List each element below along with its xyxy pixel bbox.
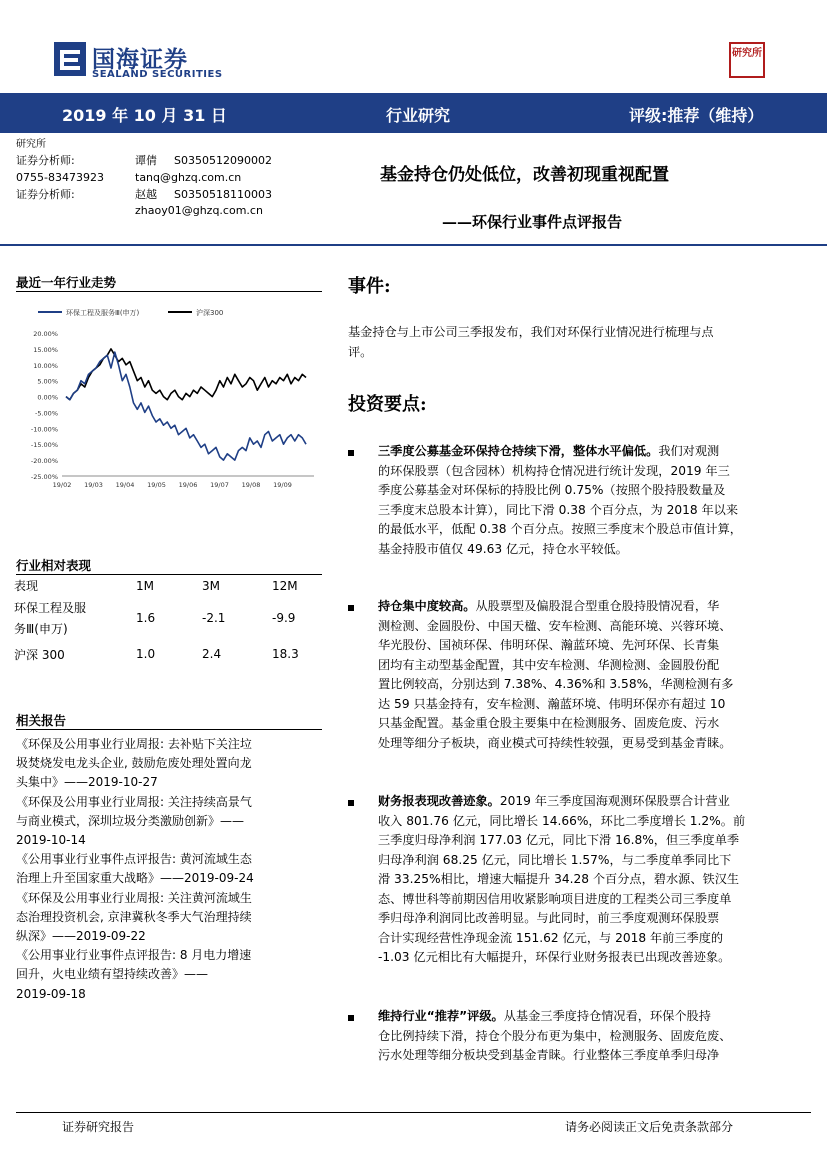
point-line: 团均有主动型基金配置，其中安车检测、华测检测、金圆股份配 [378,657,720,672]
logo-text-cn: 国海证券 [92,47,188,73]
report-title: 基金持仓仍处低位，改善初现重视配置 [380,165,669,185]
point-line: 测检测、金圆股份、中国天楹、安车检测、高能环境、兴蓉环境、 [378,618,732,633]
point-lead: 财务报表现改善迹象。 [378,794,500,808]
row-name-line: 务Ⅲ(申万) [14,622,68,636]
col-header: 3M [202,578,220,593]
header-divider [0,244,827,246]
analyst1-label: 证券分析师: [16,154,75,167]
point-line: 达 59 只基金持有，安车检测、瀚蓝环境、伟明环保亦有超过 10 [378,696,726,711]
point-line: 处理等细分子板块，商业模式可持续性较强，更易受到基金青睐。 [378,735,732,750]
related-report-line[interactable]: 《环保及公用事业行业周报: 关注黄河流域生 [16,890,252,905]
point-first-line [378,442,793,462]
institute-stamp [729,42,765,78]
col-header: 表现 [14,579,39,593]
point-line: 三季度归母净利润 177.03 亿元，同比下滑 16.8%，但三季度单季 [378,833,740,847]
cell-12m: 18.3 [272,647,299,661]
x-tick-label: 19/05 [147,481,166,489]
point-line: 滑 33.25%相比，增速大幅提升 34.28 个百分点，碧水源、铁汉生 [378,872,740,886]
point-line: 合计实现经营性净现金流 151.62 亿元，与 2018 年前三季度的 [378,930,724,945]
related-report-line[interactable]: 《环保及公用事业行业周报: 关注持续高景气 [16,794,252,809]
performance-rule [16,574,322,575]
col-header: 12M [272,578,298,593]
event-line: 评。 [348,344,373,359]
point-line: 态、博世科等前期因信用收紧影响项目进度的工程类公司三季度单 [378,891,732,906]
analyst2-email[interactable]: zhaoy01@ghzq.com.cn [135,204,263,217]
analyst2-name: 赵越 [135,188,157,201]
point-lead: 三季度公募基金环保持仓持续下滑，整体水平偏低。 [378,444,659,458]
performance-heading: 行业相对表现 [16,558,92,573]
analyst2-cert: S0350518110003 [174,188,272,201]
related-report-line[interactable]: 圾焚烧发电龙头企业, 鼓励危废处理处置向龙 [16,756,252,771]
point-line: -1.03 亿元相比有大幅提升，环保行业财务报表已出现改善迹象。 [378,950,731,964]
y-tick-label: -5.00% [35,409,58,418]
point-line: 置比例较高，分别达到 7.38%、4.36%和 3.58%，华测检测有多 [378,677,734,691]
logo [54,42,86,76]
row-name-line: 环保工程及服 [14,601,87,615]
x-tick-label: 19/09 [273,481,292,489]
report-rating: 评级:推荐（维持） [629,106,764,125]
point-lead: 维持行业“推荐”评级。 [378,1009,504,1023]
trend-heading: 最近一年行业走势 [16,275,117,290]
point-1 [378,442,793,559]
y-tick-label: 20.00% [33,330,58,338]
related-report-line[interactable]: 与商业模式，深圳垃圾分类激励创新》—— [16,813,245,828]
point-lead: 持仓集中度较高。 [378,599,476,613]
trend-chart [16,300,322,500]
related-report-line[interactable]: 纵深》——2019-09-22 [16,929,146,944]
row-name [14,595,136,640]
event-text [348,323,798,362]
cell-1m: 1.6 [136,610,156,625]
x-tick-label: 19/03 [84,481,103,489]
legend-label: 环保工程及服务Ⅲ(申万) [66,309,140,317]
row-name: 沪深 300 [14,647,65,662]
bullet-icon [348,800,354,806]
bullet-icon [348,605,354,611]
point-line: 基金持股市值仅 49.63 亿元，持仓水平较低。 [378,541,628,556]
x-tick-label: 19/04 [115,481,135,489]
point-3 [378,792,793,968]
related-report-line[interactable]: 2019-10-14 [16,833,86,848]
cell-1m: 1.0 [136,647,156,661]
related-report-line[interactable]: 《公用事业行业事件点评报告: 8 月电力增速 [16,948,252,963]
point-line: 收入 801.76 亿元，同比增长 14.66%，环比二季度增长 1.2%。前 [378,813,746,828]
point-line: 的最低水平，低配 0.38 个百分点。按照三季度末个股总市值计算， [378,522,742,536]
analyst-info [16,137,316,221]
analyst1-phone: 0755-83473923 [16,171,104,184]
report-category: 行业研究 [386,106,451,125]
performance-table [14,576,322,668]
logo-text-en: SEALAND SECURITIES [92,69,223,80]
point-line: 污水处理等细分板块受到基金青睐。行业整体三季度单季归母净 [378,1048,720,1062]
dept-label: 研究所 [16,139,46,150]
y-tick-label: 10.00% [33,361,58,370]
cell-12m: -9.9 [272,610,296,625]
bullet-icon [348,450,354,456]
related-report-line[interactable]: 回升，火电业绩有望持续改善》—— [16,967,209,982]
table-header-row [14,576,322,595]
analyst1-email[interactable]: tanq@ghzq.com.cn [135,171,242,184]
point-line: 季度公募基金对环保标的持股比例 0.75%（按照个股持股数量及 [378,483,726,497]
logo-mark-icon [54,42,86,76]
y-tick-label: -20.00% [30,457,58,466]
points-heading: 投资要点: [348,394,427,415]
x-tick-label: 19/08 [241,481,261,489]
related-report-line[interactable]: 态治理投资机会, 京津冀秋冬季大气治理持续 [16,909,252,924]
series-line [66,349,306,400]
point-first-line [378,597,793,617]
related-report-line[interactable]: 头集中》——2019-10-27 [16,775,158,790]
point-first-line [378,1007,793,1027]
related-report-line[interactable]: 《公用事业行业事件点评报告: 黄河流域生态 [16,852,252,867]
series-line [66,352,306,460]
point-line: 仓比例持续下滑，持仓个股分布更为集中，检测服务、固废危废、 [378,1028,732,1043]
point-4 [378,1007,793,1066]
y-tick-label: 15.00% [33,345,58,354]
analyst1-cert: S0350512090002 [174,154,272,167]
event-line: 基金持仓与上市公司三季报发布，我们对环保行业情况进行梳理与点 [348,325,714,339]
analyst2-label: 证券分析师: [16,188,75,201]
cell-3m: -2.1 [202,610,226,625]
footer-left: 证券研究报告 [62,1120,135,1134]
point-first-text: 从股票型及偏股混合型重仓股持股情况看，华 [475,599,720,613]
report-subtitle: ——环保行业事件点评报告 [442,213,623,231]
event-heading: 事件: [348,276,391,297]
footer-rule [16,1112,811,1113]
trend-rule [16,291,322,292]
point-line: 三季度末总股本计算），同比下滑 0.38 个百分点，为 2018 年以来 [378,502,739,517]
point-first-text: 2019 年三季度国海观测环保股票合计营业 [499,794,730,808]
related-reports [16,735,326,1004]
header-bar [0,93,827,133]
y-tick-label: 0.00% [37,393,58,402]
stamp-text: 研究所 [732,48,762,59]
related-report-line[interactable]: 2019-09-18 [16,986,86,1001]
point-line: 华光股份、国祯环保、伟明环保、瀚蓝环境、先河环保、长青集 [378,638,720,652]
table-row [14,595,322,640]
point-first-text: 从基金三季度持仓情况看，环保个股持 [503,1009,711,1023]
point-2 [378,597,793,753]
cell-3m: 2.4 [202,647,222,661]
bullet-icon [348,1015,354,1021]
related-rule [16,729,322,730]
legend-label: 沪深300 [196,309,224,317]
related-report-line[interactable]: 《环保及公用事业行业周报: 去补贴下关注垃 [16,737,252,751]
point-line: 的环保股票（包含园林）机构持仓情况进行统计发现，2019 年三 [378,463,730,478]
y-tick-label: -10.00% [30,425,58,434]
table-row [14,640,322,668]
x-tick-label: 19/06 [178,481,198,489]
point-line: 只基金配置。基金重仓股主要集中在检测服务、固废危废、污水 [378,716,720,730]
report-date: 2019 年 10 月 31 日 [62,106,227,125]
point-first-text: 我们对观测 [658,444,720,458]
y-tick-label: -15.00% [30,441,58,450]
x-tick-label: 19/07 [210,481,229,489]
y-tick-label: 5.00% [37,377,58,386]
x-tick-label: 19/02 [52,481,72,489]
footer-right: 请务必阅读正文后免责条款部分 [565,1120,734,1134]
y-tick-label: -25.00% [30,473,58,481]
point-line: 归母净利润 68.25 亿元，同比增长 1.57%，与二季度单季同比下 [378,852,732,867]
related-report-line[interactable]: 治理上升至国家重大战略》——2019-09-24 [16,871,254,886]
col-header: 1M [136,578,154,593]
point-line: 季归母净利润同比改善明显。与此同时，前三季度观测环保股票 [378,911,720,925]
analyst1-name: 谭倩 [135,154,157,167]
point-first-line [378,792,793,812]
related-heading: 相关报告 [16,713,67,728]
